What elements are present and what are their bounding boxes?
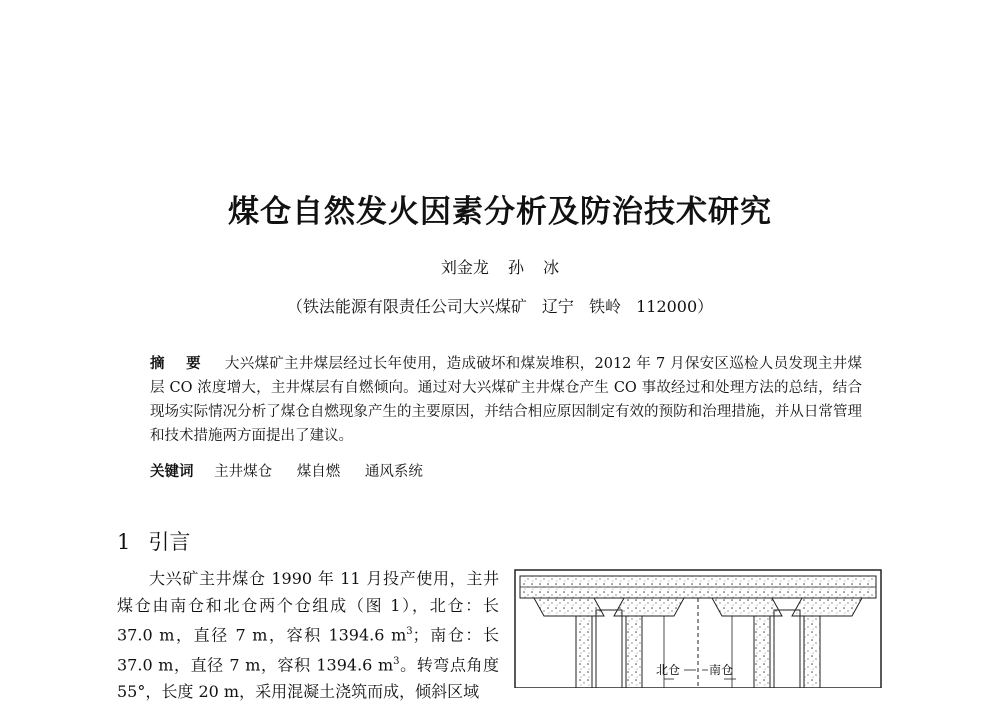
superscript: 3	[406, 626, 413, 637]
keywords-label: 关键词	[150, 464, 194, 480]
coal-bunker-diagram	[514, 566, 882, 688]
south-bin-wall-left	[754, 616, 770, 688]
north-bin-label: 北仓	[656, 663, 681, 677]
keywords	[150, 460, 862, 481]
keyword-item: 主井煤仓	[214, 464, 273, 480]
south-bin-label: 南仓	[709, 663, 734, 677]
section-title: 引言	[148, 530, 191, 554]
keyword-item: 煤自燃	[296, 464, 341, 480]
body-text-2: ；南仓：长 37.0 m，直径 7 m，容积 1394.6 m	[117, 625, 499, 675]
authors: 刘金龙 孙 冰	[440, 258, 560, 277]
superscript: 3	[393, 655, 400, 667]
haunch-left	[534, 598, 604, 616]
abstract-label: 摘 要	[150, 356, 209, 372]
figure-1	[514, 566, 882, 688]
abstract-text: 大兴煤矿主井煤层经过长年使用，造成破坏和煤炭堆积，2012 年 7 月保安区巡检人员发现主井煤层 CO 浓度增大，主井煤层有自燃倾向。通过对大兴煤矿主井煤仓产生 CO 事故经过和处理方法的总结，结合现场实际情况分析了煤仓自燃现象产生的主要原因，并结合相应原因制定有效的预防和治理措施，并从日常管理和技术措施两方面提出了建议。	[150, 356, 862, 444]
body-paragraph	[117, 566, 499, 705]
section-heading	[117, 526, 190, 556]
body-text-1: 大兴矿主井煤仓 1990 年 11 月投产使用，主井煤仓由南仓和北仓两个仓组成（图 1），北仓：长 37.0 m，直径 7 m，容积 1394.6 m	[117, 569, 499, 645]
north-bin-wall-right	[626, 616, 642, 688]
affiliation: （铁法能源有限责任公司大兴煤矿 辽宁 铁岭 112000）	[286, 297, 714, 316]
north-bin-chute	[596, 610, 622, 688]
north-bin-wall-left	[576, 616, 592, 688]
paper-title: 煤仓自然发火因素分析及防治技术研究	[228, 194, 772, 230]
body-text-3: 。转弯点角度 55°，长度 20 m，采用混凝土浇筑而成，倾斜区域	[117, 655, 499, 701]
section-number: 1	[117, 530, 131, 554]
keyword-item: 通风系统	[364, 464, 423, 480]
abstract	[150, 352, 862, 448]
south-bin-chute	[774, 610, 800, 688]
south-bin-wall-right	[804, 616, 820, 688]
